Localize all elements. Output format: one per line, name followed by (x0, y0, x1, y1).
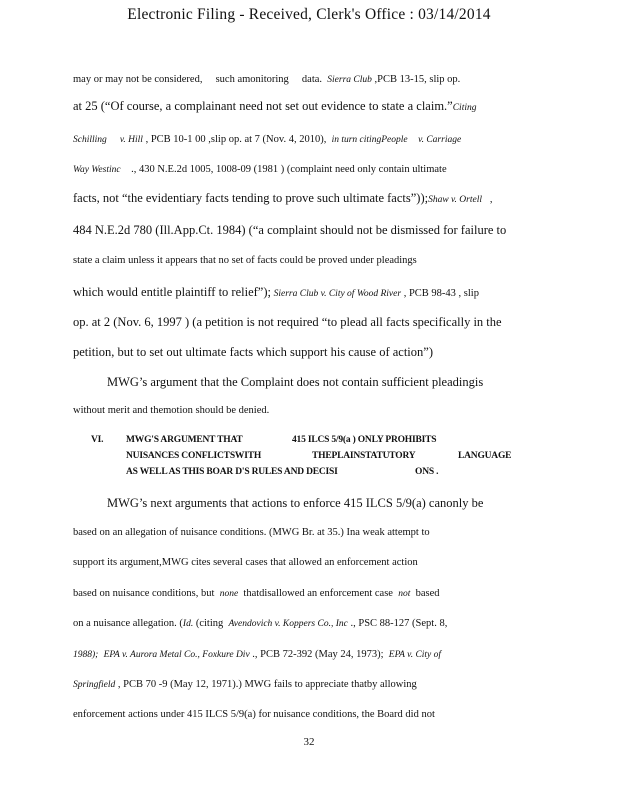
page-number: 32 (303, 736, 315, 748)
section-heading-3a: AS WELL AS THIS BOAR D'S RULES AND DECISI (126, 467, 338, 477)
text-line-16: based on nuisance conditions, but none thatdisallowed an enforcement case not based (73, 588, 440, 599)
text-line-4: Way Westinc ., 430 N.E.2d 1005, 1008-09 (1981 ) (complaint need only contain ultimate (73, 164, 447, 175)
text-line-7: state a claim unless it appears that no set of facts could be proved under pleadings (73, 255, 417, 266)
section-heading-2c: LANGUAGE (458, 451, 512, 461)
text-line-18: 1988); EPA v. Aurora Metal Co., Foxkure Div ., PCB 72-392 (May 24, 1973); EPA v. City of (73, 649, 442, 660)
text-line-12: without merit and themotion should be denied. (73, 405, 270, 416)
text-line-10: petition, but to set out ultimate facts which support his cause of action”) (73, 345, 433, 359)
text-line-15: support its argument,MWG cites several cases that allowed an enforcement action (73, 557, 418, 568)
section-heading-1a: MWG'S ARGUMENT THAT (126, 435, 243, 445)
text-line-14: based on an allegation of nuisance conditions. (MWG Br. at 35.) Ina weak attempt to (73, 527, 430, 538)
section-heading-2a: NUISANCES CONFLICTSWITH (126, 451, 262, 461)
text-line-3: Schilling v. Hill , PCB 10-1 00 ,slip op. at 7 (Nov. 4, 2010), in turn citingPeople v. Carriage (73, 134, 462, 145)
text-line-20: enforcement actions under 415 ILCS 5/9(a) for nuisance conditions, the Board did not (73, 709, 435, 720)
section-heading-2b: THEPLAINSTATUTORY (312, 451, 416, 461)
filing-header: Electronic Filing - Received, Clerk's Office : 03/14/2014 (127, 6, 491, 23)
text-line-2: at 25 (“Of course, a complainant need not set out evidence to state a claim.”Citing (73, 99, 477, 113)
section-heading-3b: ONS . (415, 467, 439, 477)
section-number: VI. (91, 435, 104, 445)
text-line-6: 484 N.E.2d 780 (Ill.App.Ct. 1984) (“a complaint should not be dismissed for failure to (73, 223, 507, 237)
text-line-8: which would entitle plaintiff to relief”); Sierra Club v. City of Wood River , PCB 98-43 , slip (73, 285, 479, 299)
text-line-1: may or may not be considered, such amonitoring data. Sierra Club ,PCB 13-15, slip op. (73, 74, 461, 85)
text-line-5: facts, not “the evidentiary facts tending to prove such ultimate facts”));Shaw v. Ortell , (73, 191, 493, 205)
text-line-13: MWG’s next arguments that actions to enforce 415 ILCS 5/9(a) canonly be (107, 496, 484, 510)
text-line-17: on a nuisance allegation. (Id. (citing Avendovich v. Koppers Co., Inc ., PSC 88-127 (Sept. 8, (73, 618, 448, 629)
section-heading-1b: 415 ILCS 5/9(a ) ONLY PROHIBITS (292, 435, 437, 445)
text-line-19: Springfield , PCB 70 -9 (May 12, 1971).) MWG fails to appreciate thatby allowing (73, 679, 417, 690)
text-line-9: op. at 2 (Nov. 6, 1997 ) (a petition is not required “to plead all facts specifically in the (73, 315, 502, 329)
text-line-11: MWG’s argument that the Complaint does not contain sufficient pleadingis (107, 375, 484, 389)
